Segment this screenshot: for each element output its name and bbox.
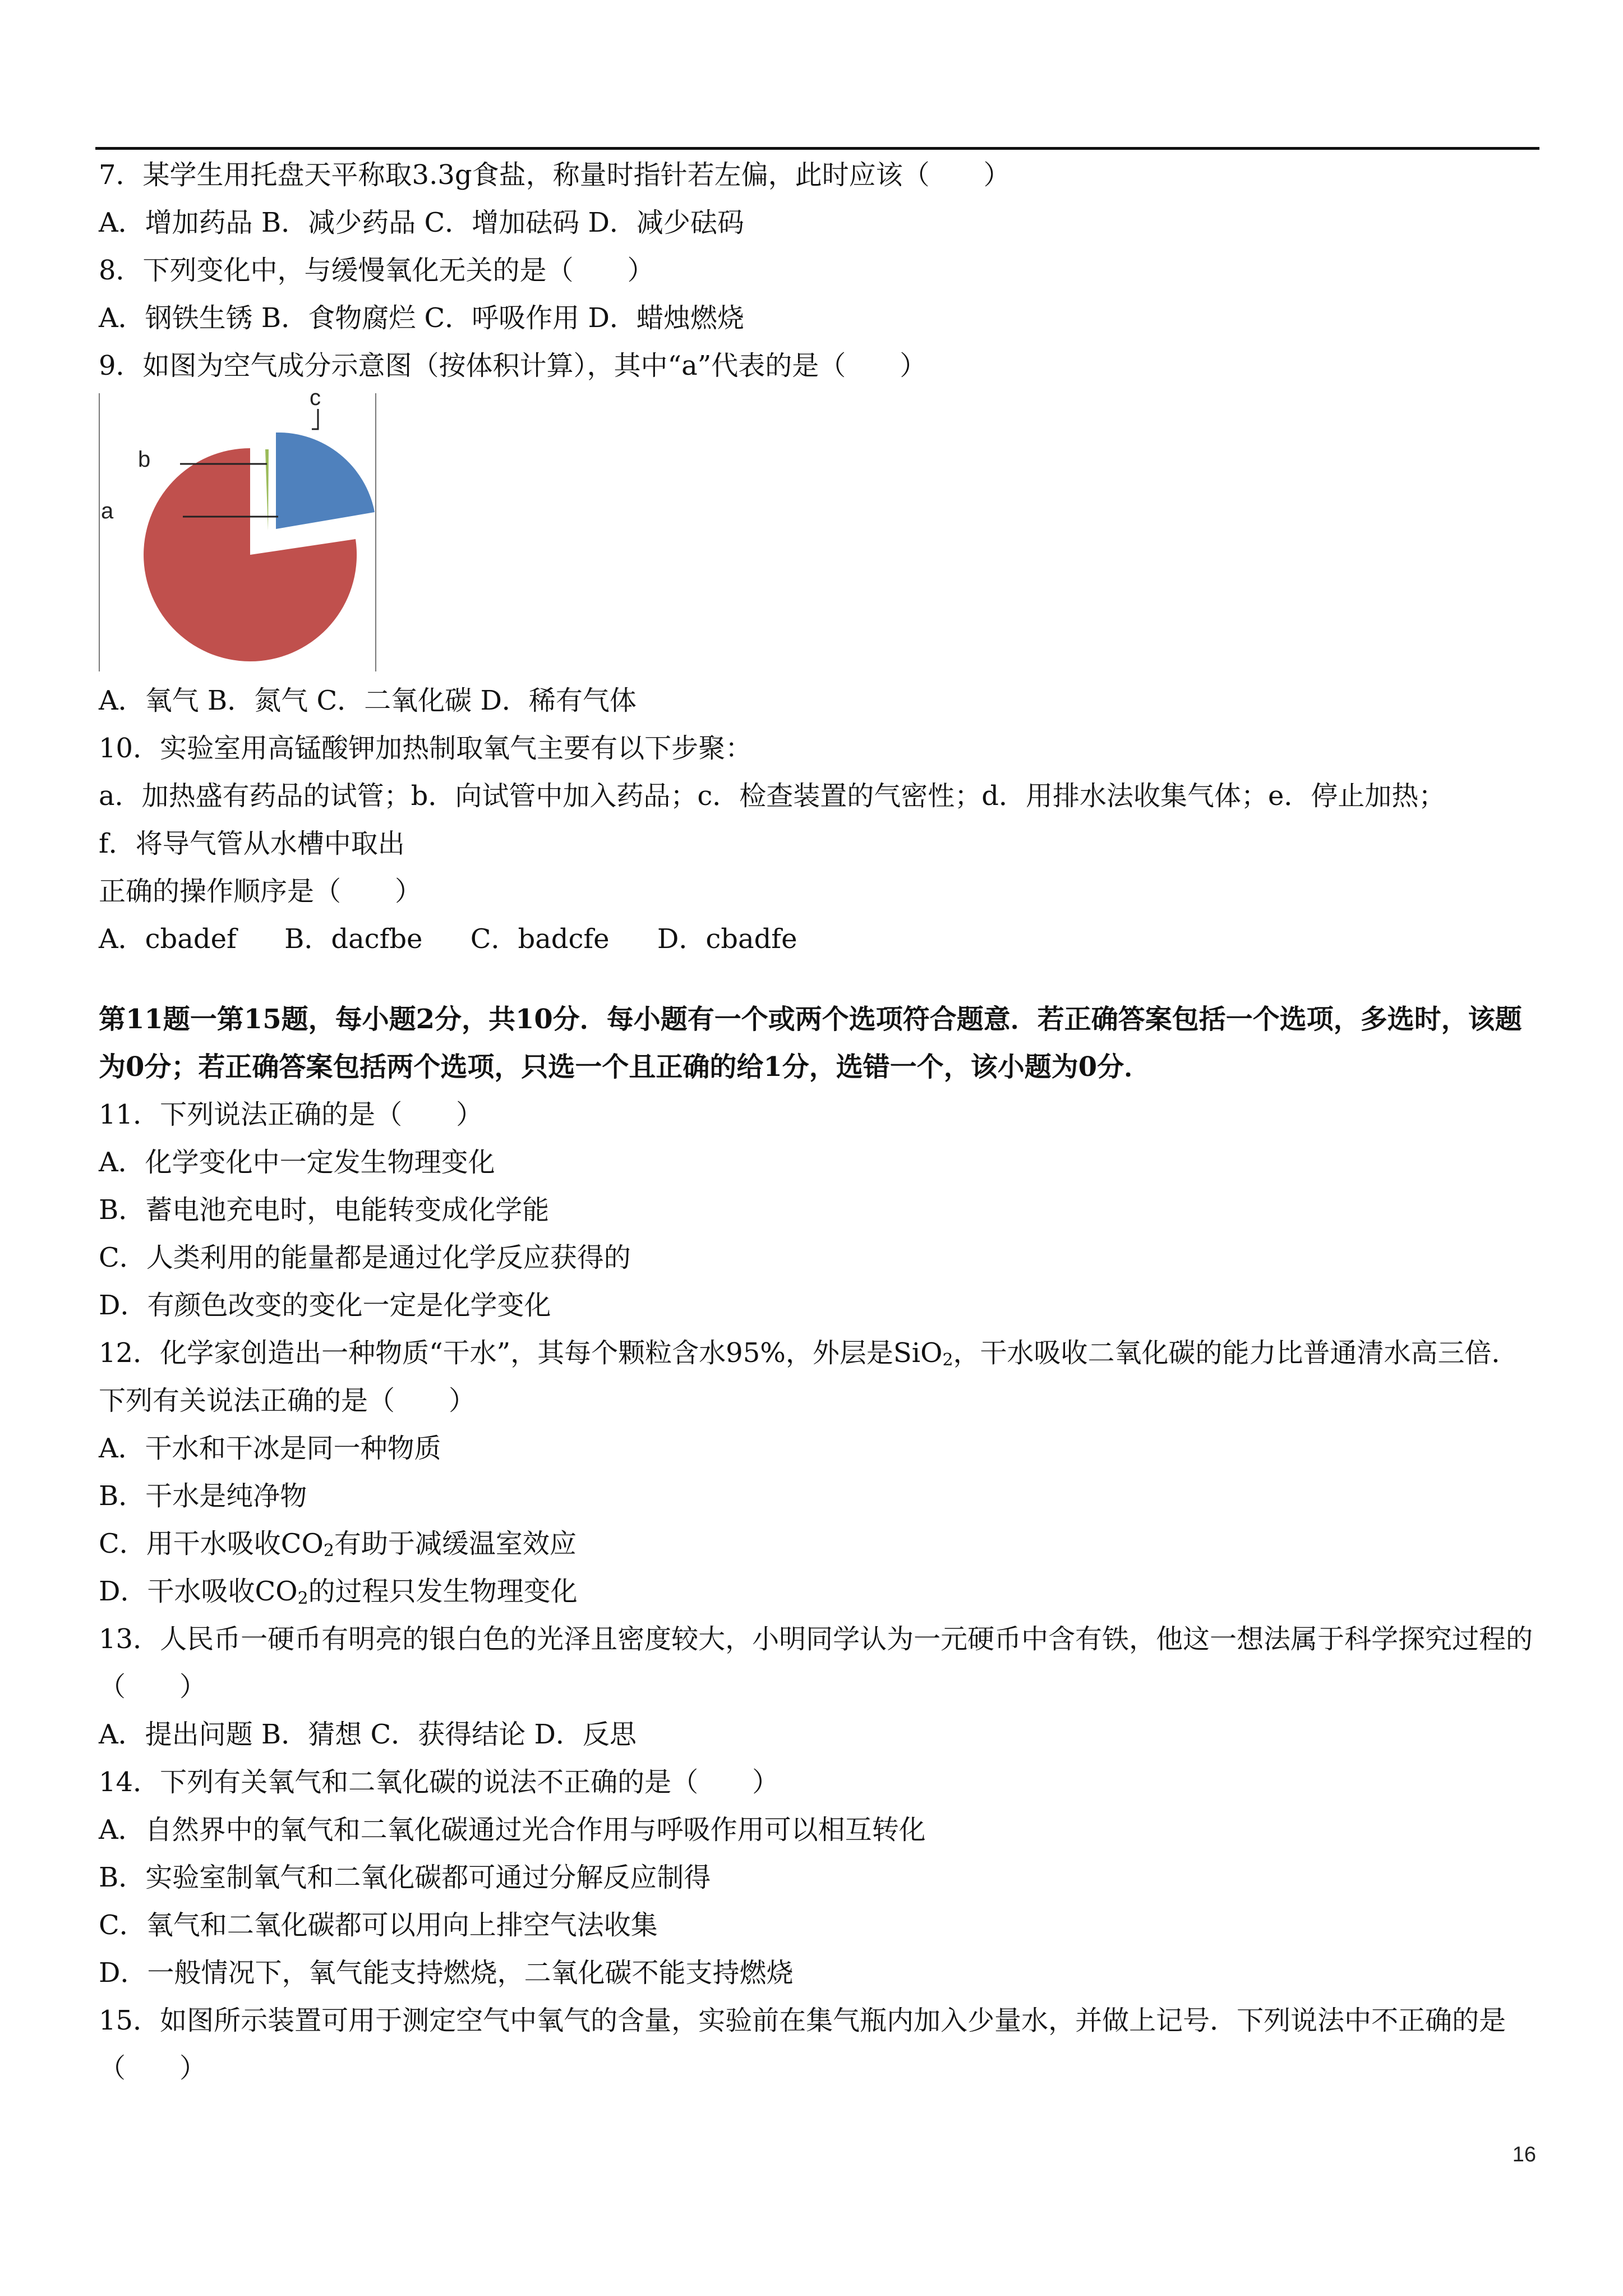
question-15-stem: 15．如图所示装置可用于测定空气中氧气的含量，实验前在集气瓶内加入少量水，并做上记号．下列说法中不正确的是（ ）: [99, 2005, 1506, 2084]
question-14-option-b: B．实验室制氧气和二氧化碳都可通过分解反应制得: [99, 1862, 711, 1893]
question-12-option-d-pre: D．干水吸收CO: [99, 1576, 298, 1607]
question-13-options: A．提出问题 B．猜想 C．获得结论 D．反思: [99, 1719, 637, 1750]
question-10-option-a: A．cbadef: [99, 923, 237, 955]
question-11-option-d: D．有颜色改变的变化一定是化学变化: [99, 1290, 551, 1321]
leader-line-c: [312, 409, 318, 429]
question-13-stem: 13．人民币一硬币有明亮的银白色的光泽且密度较大，小明同学认为一元硬币中含有铁，他这一想法属于科学探究过程的（ ）: [99, 1623, 1533, 1703]
question-12-stem-subscript: 2: [942, 1350, 953, 1370]
pie-label-c: c: [310, 385, 321, 410]
question-10-ask: 正确的操作顺序是（ ）: [99, 876, 422, 907]
question-9-options: A．氧气 B．氮气 C．二氧化碳 D．稀有气体: [99, 685, 637, 716]
pie-svg: [99, 393, 379, 674]
question-12-stem-pre: 12．化学家创造出一种物质“干水”，其每个颗粒含水95%，外层是SiO: [99, 1337, 943, 1369]
question-12-option-c-pre: C．用干水吸收CO: [99, 1528, 324, 1559]
question-11-option-c: C．人类利用的能量都是通过化学反应获得的: [99, 1242, 631, 1273]
question-12-stem: [99, 1329, 1540, 1425]
pie-label-b: b: [138, 447, 151, 472]
question-12-option-c-post: 有助于减缓温室效应: [334, 1528, 577, 1559]
question-14-option-c: C．氧气和二氧化碳都可以用向上排空气法收集: [99, 1910, 658, 1941]
question-14-option-d: D．一般情况下，氧气能支持燃烧，二氧化碳不能支持燃烧: [99, 1957, 794, 1989]
pie-label-a: a: [101, 499, 114, 523]
question-9-stem: 9．如图为空气成分示意图（按体积计算），其中“a”代表的是（ ）: [99, 350, 927, 381]
question-11-option-b: B．蓄电池充电时，电能转变成化学能: [99, 1194, 550, 1226]
question-10-options: [99, 915, 1540, 963]
section-gap: [99, 963, 1540, 996]
section-instruction: 第11题一第15题，每小题2分，共10分．每小题有一个或两个选项符合题意．若正确答案包括一个选项，多选时，该题为0分；若正确答案包括两个选项，只选一个且正确的给1分，选错一个，该小题为0分．: [99, 1004, 1522, 1083]
question-12-option-d-subscript: 2: [297, 1589, 308, 1608]
pie-slice-c: [276, 432, 375, 529]
question-10-steps-line2: f．将导气管从水槽中取出: [99, 828, 405, 859]
question-12-option-b: B．干水是纯净物: [99, 1480, 307, 1512]
page-number: 16: [1512, 2143, 1536, 2166]
page-content: [99, 151, 1540, 2092]
question-12-option-a: A．干水和干冰是同一种物质: [99, 1433, 441, 1464]
question-10-stem: 10．实验室用高锰酸钾加热制取氧气主要有以下步聚：: [99, 733, 753, 764]
question-12-option-d-post: 的过程只发生物理变化: [308, 1576, 578, 1607]
question-10-option-d: D．cbadfe: [657, 923, 797, 955]
question-8-stem: 8．下列变化中，与缓慢氧化无关的是（ ）: [99, 255, 654, 286]
pie-slice-b: [265, 449, 269, 531]
question-8-options: A．钢铁生锈 B．食物腐烂 C．呼吸作用 D．蜡烛燃烧: [99, 302, 744, 334]
question-7-stem: 7．某学生用托盘天平称取3.3g食盐，称量时指针若左偏，此时应该（ ）: [99, 159, 1011, 191]
question-12-option-c: [99, 1520, 1540, 1568]
question-10-steps-line1: a．加热盛有药品的试管；b．向试管中加入药品；c．检查装置的气密性；d．用排水法收集气体；e．停止加热；: [99, 780, 1446, 812]
header-rule: [95, 147, 1539, 150]
question-10-option-c: C．badcfe: [470, 923, 610, 955]
question-12-stem-post: ，干水吸收二氧化碳的能力比普通清水高三倍．下列有关说法正确的是（ ）: [99, 1337, 1519, 1416]
air-composition-pie-figure: [99, 385, 379, 674]
question-12-option-c-subscript: 2: [323, 1541, 334, 1561]
question-7-options: A．增加药品 B．减少药品 C．增加砝码 D．减少砝码: [99, 207, 744, 238]
question-11-stem: 11．下列说法正确的是（ ）: [99, 1099, 483, 1130]
question-12-option-d: [99, 1568, 1540, 1616]
question-14-option-a: A．自然界中的氧气和二氧化碳通过光合作用与呼吸作用可以相互转化: [99, 1814, 926, 1846]
question-11-option-a: A．化学变化中一定发生物理变化: [99, 1147, 495, 1178]
question-14-stem: 14．下列有关氧气和二氧化碳的说法不正确的是（ ）: [99, 1766, 780, 1798]
question-10-option-b: B．dacfbe: [284, 923, 423, 955]
